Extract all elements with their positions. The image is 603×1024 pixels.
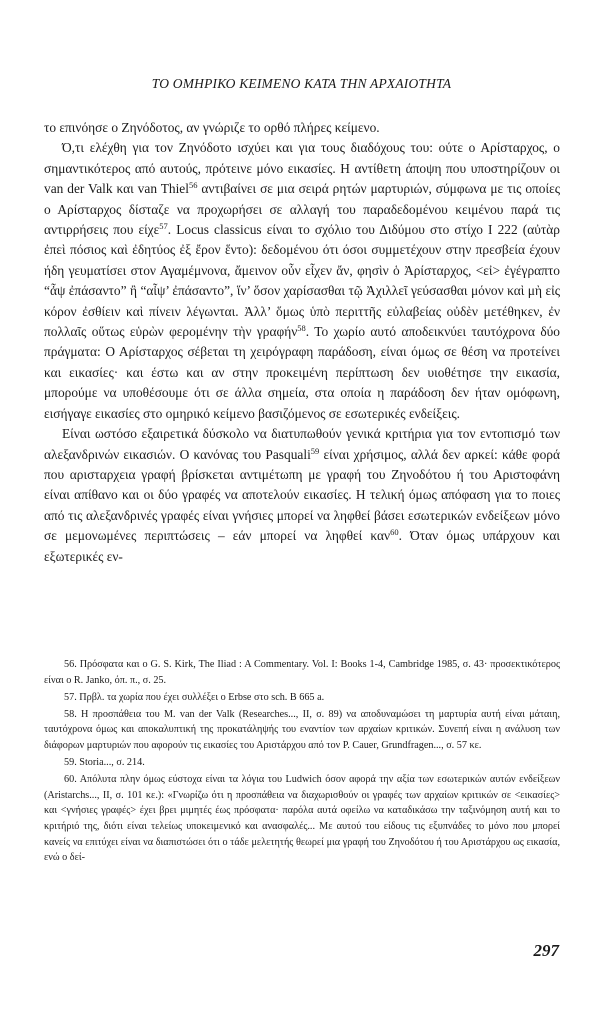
paragraph-3-text-b: είναι χρήσιμος, αλλά δεν αρκεί: κάθε φορά που αρισταρχεια γραφή βρίσκεται αντιμέτωπη με γραφή του Ζηνοδότου ή του Αριστοφάνη είναι απίθανο και οι δύο γραφές να αποτελούν εικασίες. Η τελική όμως απόφαση για το ποιες από τις αλεξανδρινές γραφές είναι γνήσιες μπορεί να ληφθεί βάσει εσωτερικών ενδείξεων μόνο σε μεμονωμένες περιπτώσεις – εάν μπορεί να ληφθεί καν <box>44 446 561 544</box>
footnote-58: 58. Η προσπάθεια του M. van der Valk (Researches..., II, σ. 89) να αποδυναμώσει τη μαρτυρία αυτή είναι μάταιη, ταυτόχρονα όμως και αποκαλυπτική της προκατάληψής του εναντίον των αρχαίων κριτικών. Συνεπή είναι η ανάλυση των διάφορων μαρτυριών που αφορούν τις εικασίες του Αριστάρχου από τον P. Cauer, Grundfragen..., σ. 57 κε. <box>44 708 560 751</box>
footnote-ref-56: 56 <box>188 180 198 191</box>
paragraph-3-text-a: Είναι ωστόσο εξαιρετικά δύσκολο να διατυπωθούν γενικά κριτήρια για τον εντοπισμό των αλεξανδρινών εικασιών. Ο κανόνας του Pasquali <box>44 426 560 462</box>
footnote-59: 59. Storia..., σ. 214. <box>64 757 145 769</box>
footnote-57: 57. Πρβλ. τα χωρία που έχει συλλέξει ο Erbse στο sch. B 665 a. <box>64 691 325 703</box>
footnote-ref-59: 59 <box>310 445 320 456</box>
paragraph-2-text-c: . Locus classicus είναι το σχόλιο του Διδύμου στο στίχο Ι 222 (αὐτὰρ ἐπεὶ πόσιος καὶ ἐδητύος ἐξ ἔρον ἕντο): δεδομένου ότι όσοι συμμετέχουν στην πρεσβεία έχουν ήδη γευματίσει στον Αγαμέμνονα, ἄμεινον οὖν εἶχεν ἄν, φησὶν ὁ Ἀρίσταρχος, <εἰ> ἐγέγραπτο “ἆψ ἐπάσαντο” ἢ “αἶψ’ ἐπάσαντο”, ἵν’ ὅσον χαρίσασθαι τῷ Ἀχιλλεῖ γεύσασθαι μόνον καὶ μὴ εἰς κόρον ἐσθίειν καὶ πίνειν λέγωνται. Ἀλλ’ ὅμως ὑπὸ περιττῆς εὐλαβείας οὐδὲν μετέθηκεν, ἐν πολλαῖς οὕτως εὑρὼν φερομένην τὴν γραφήν <box>44 222 560 340</box>
footnote-ref-57: 57 <box>159 221 168 232</box>
running-head: ΤΟ ΟΜΗΡΙΚΟ ΚΕΙΜΕΝΟ ΚΑΤΑ ΤΗΝ ΑΡΧΑΙΟΤΗΤΑ <box>151 76 452 91</box>
paragraph-2 <box>44 138 560 424</box>
paragraph-2-text-a: Ό,τι ελέχθη για τον Ζηνόδοτο ισχύει και για τους διαδόχους του: ούτε ο Αρίσταρχος, ο σημαντικότερος από αυτούς, πρότεινε μόνο εικασίες. Η αντίθετη άποψη που υποστηρίζουν οι van der Valk και van Thiel <box>44 140 560 197</box>
footnotes <box>44 657 560 867</box>
footnote-60: 60. Απόλυτα πλην όμως εύστοχα είναι τα λόγια του Ludwich όσον αφορά την αξία των εσωτερικών αυτών ενδείξεων (Aristarchs..., II, σ. 101 κε.): «Γνωρίζω ότι η προσπάθεια να διαχωρισθούν οι γραφές των αρχαίων κριτικών σε <εικασίες> και <γνήσιες γραφές> έχει βρει μιμητές έως πρόσφατα· παρόλα αυτά οφείλω να καταδικάσω την ταξινόμηση αυτή και το κριτήριό της, διότι είναι τελείως υποκειμενικό και ανασφαλές... Με αυτού του είδους τις εξυπνάδες το μόνο που μπορεί κανείς να επιτύχει είναι να διαπιστώσει ότι ο τάδε μελετητής θεωρεί μια γραφή του Ζηνοδότου ή του Αριστάρχου ως εικασία, ενώ ο δεί- <box>44 774 560 864</box>
page-number: 297 <box>533 941 559 960</box>
footnote-ref-60: 60 <box>390 527 399 538</box>
footnote-ref-58: 58 <box>297 323 306 334</box>
footnote-56: 56. Πρόσφατα και ο G. S. Kirk, The Iliad : A Commentary. Vol. I: Books 1-4, Cambridge 1985, σ. 43· προσεκτικότερος είναι ο R. Janko, όπ. π., σ. 25. <box>44 659 560 686</box>
paragraph-3-text-c: . Όταν όμως υπάρχουν και εξωτερικές εν- <box>44 528 560 564</box>
paragraph-2-text-b: αντιβαίνει σε μια σειρά ρητών μαρτυριών, σύμφωνα με τις οποίες ο Αρίσταρχος δίσταζε να προχωρήσει σε αλλαγή του παραδεδομένου κειμένου παρά τις αντιρρήσεις που είχε <box>44 181 560 238</box>
paragraph-1: το επινόησε ο Ζηνόδοτος, αν γνώριζε το ορθό πλήρες κείμενο. <box>44 120 380 135</box>
paragraph-3 <box>44 424 560 567</box>
main-text <box>44 118 560 567</box>
paragraph-2-text-d: . Το χωρίο αυτό αποδεικνύει ταυτόχρονα δύο πράγματα: Ο Αρίσταρχος σέβεται τη χειρόγραφη παράδοση, είναι όμως σε θέση να προτείνει και εικασίες· και έστω και αν στην προκειμένη περίπτωση δεν υιοθέτησε την εικασία, μπορούμε να υποθέσουμε ότι σε άλλα σημεία, στα οποία η παράδοση δεν ήταν ομόφωνη, εισήγαγε εικασίες στο ομηρικό κείμενο βασιζόμενος σε εσωτερικές ενδείξεις. <box>44 324 560 421</box>
